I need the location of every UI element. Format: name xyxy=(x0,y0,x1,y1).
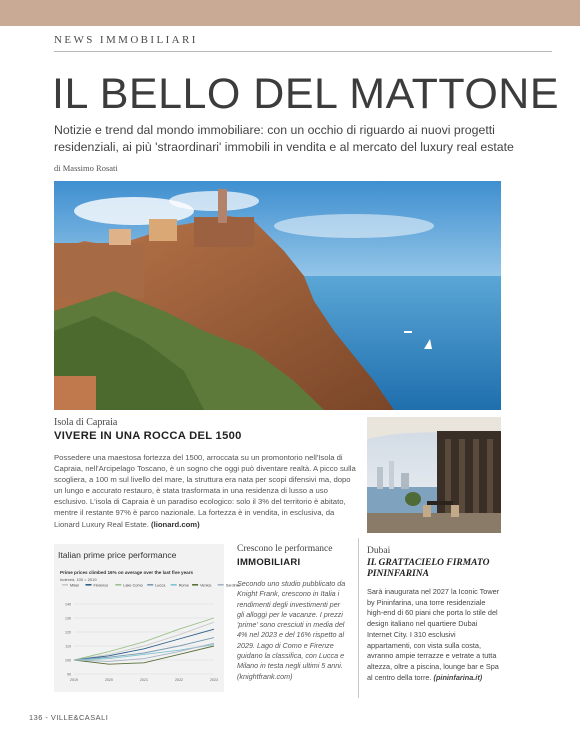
chart-index-note: Indexed, 100 = 2019 xyxy=(60,577,97,582)
price-performance-chart xyxy=(54,544,240,692)
article3-kicker: Dubai xyxy=(367,546,391,556)
legend-swatch xyxy=(115,584,121,586)
y-tick-label: 90 xyxy=(67,672,71,677)
chart-plot xyxy=(54,544,240,692)
legend-label: Rome xyxy=(178,583,189,588)
legend-label: Florence xyxy=(93,583,109,588)
legend-label: Venice xyxy=(200,583,212,588)
x-tick-label: 2022 xyxy=(175,678,183,682)
y-tick-label: 120 xyxy=(65,630,71,635)
y-tick-label: 140 xyxy=(65,602,71,607)
article3-source: (pininfarina.it) xyxy=(433,672,483,682)
section-divider xyxy=(54,51,552,52)
article2-body: Secondo uno studio pubblicato da Knight Frank, crescono in Italia i rendimenti degli investimenti per gli alloggi per le vacanze. I prezzi 'prime' sono cresciuti in media del 4% nel 2023 e del 16% rispetto al 2029. Lago di Como e Firenze guidano la classifica, con Lucca e Milano in testa negli ultimi 5 anni. (knightfrank.com) xyxy=(237,579,346,681)
article3-title: IL GRATTACIELO FIRMATO PININFARINA xyxy=(367,558,490,579)
column-divider xyxy=(358,538,359,698)
legend-swatch xyxy=(171,584,177,586)
chart-title: Italian prime price performance xyxy=(58,550,177,560)
page-headline: IL BELLO DEL MATTONE xyxy=(52,70,560,118)
article2-kicker: Crescono le performance xyxy=(237,544,333,554)
iconic-tower-terrace-photo xyxy=(367,417,501,533)
article1-kicker: Isola di Capraia xyxy=(54,417,118,428)
x-tick-label: 2021 xyxy=(140,678,148,682)
y-tick-label: 110 xyxy=(65,644,71,649)
top-color-band xyxy=(0,0,580,26)
capraia-fortress-photo xyxy=(54,181,501,410)
chart-subtitle: Prime prices climbed 16% on average over the last five years xyxy=(60,570,194,575)
x-tick-label: 2023 xyxy=(210,678,218,682)
legend-swatch xyxy=(62,584,68,586)
article1-title: VIVERE IN UNA ROCCA DEL 1500 xyxy=(54,430,242,442)
article1-source: (lionard.com) xyxy=(151,519,200,529)
byline: di Massimo Rosati xyxy=(54,163,118,173)
legend-label: Sardinia xyxy=(225,583,240,588)
legend-label: Lake Como xyxy=(123,583,143,588)
article1-body: Possedere una maestosa fortezza del 1500, arroccata su un promontorio nell'Isola di Capraia, nell'Arcipelago Toscano, è un sogno che oggi può diventare realtà. A picco sulla scogliera, a 100 m sul livello del mare, la struttura era nata per scopi difensivi ma, dopo un lungo e accurato restauro, è stata trasformata in una residenza di lusso a uso esclusivo. L'isola di Capraia è un paradiso ecologico: solo il 3% del territorio è abitato, mentre il restante 97% è parco nazionale. La fortezza è in vendita, in esclusiva, da Lionard Luxury Real Estate. (lionard.com) xyxy=(54,453,356,529)
legend-label: Milan xyxy=(70,583,80,588)
section-label: NEWS IMMOBILIARI xyxy=(54,34,198,46)
legend-label: Lucca xyxy=(155,583,166,588)
legend-swatch xyxy=(86,584,92,586)
legend-swatch xyxy=(218,584,224,586)
y-tick-label: 130 xyxy=(65,616,71,621)
lead-paragraph: Notizie e trend dal mondo immobiliare: con un occhio di riguardo ai nuovi progetti residenziali, ai più 'straordinari' immobili in vendita e al mercato del luxury real estate xyxy=(54,123,514,154)
y-tick-label: 100 xyxy=(65,658,71,663)
article2-title: IMMOBILIARI xyxy=(237,557,301,568)
x-tick-label: 2020 xyxy=(105,678,113,682)
x-tick-label: 2019 xyxy=(70,678,78,682)
legend-swatch xyxy=(192,584,198,586)
article3-body: Sarà inaugurata nel 2027 la Iconic Tower by Pininfarina, una torre residenziale high-end di 60 piani che porta lo stile del design italiano nel quartiere Dubai Internet City. I 310 esclusivi appartamenti, con vista sulla costa, avranno ampie terrazze e vetrate a tutta altezza, oltre a piscina, lounge bar e Spa al centro della torre. (pininfarina.it) xyxy=(367,587,500,682)
page-folio: 136 - VILLE&CASALI xyxy=(29,713,109,722)
series-line-lake-como xyxy=(74,618,214,660)
legend-swatch xyxy=(147,584,153,586)
